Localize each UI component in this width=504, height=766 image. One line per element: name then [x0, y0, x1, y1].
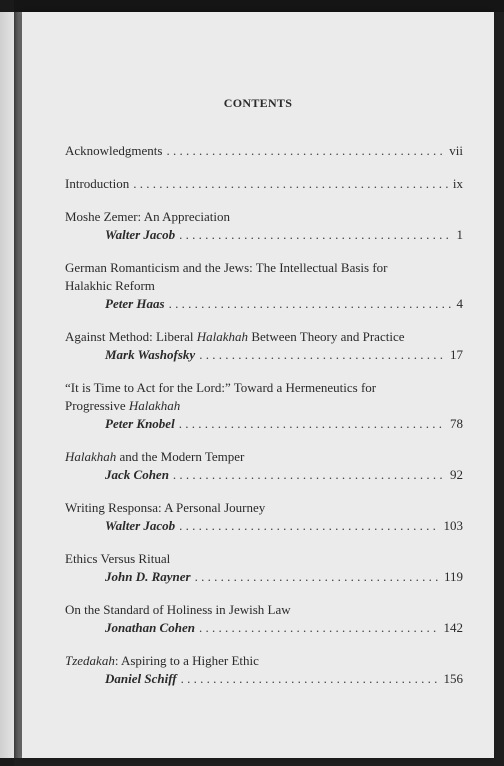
toc-entry-time-to-act[interactable] [65, 379, 463, 433]
page-number: 78 [450, 416, 463, 431]
entry-author: Daniel Schiff [105, 671, 177, 686]
dot-leader [133, 175, 449, 193]
entry-title: Ethics Versus Ritual [65, 551, 171, 566]
title-text: Between Theory and Practice [248, 329, 405, 344]
page-number: 1 [456, 227, 463, 242]
dot-leader [181, 670, 440, 688]
book-page [22, 12, 494, 758]
toc-entry-against-method[interactable] [65, 328, 463, 364]
entry-author: Jonathan Cohen [105, 620, 195, 635]
page-number: 142 [443, 620, 463, 635]
page-number: ix [452, 176, 463, 191]
dot-leader [179, 226, 452, 244]
entry-author: Peter Knobel [105, 416, 175, 431]
page-number: vii [449, 143, 463, 158]
entry-title: Acknowledgments [65, 143, 163, 158]
title-italic-text: Tzedakah [65, 653, 115, 668]
spine-shadow [14, 12, 22, 758]
page-number: 4 [456, 296, 463, 311]
toc-entry-writing-responsa[interactable] [65, 499, 463, 535]
entry-author: Mark Washofsky [105, 347, 196, 362]
toc-entry-introduction[interactable] [65, 175, 463, 193]
entry-author: Peter Haas [105, 296, 165, 311]
toc-entry-ethics-versus-ritual[interactable] [65, 550, 463, 586]
toc-entry-standard-of-holiness[interactable] [65, 601, 463, 637]
dot-leader [166, 142, 445, 160]
dot-leader [179, 517, 439, 535]
contents-heading: CONTENTS [223, 96, 293, 110]
dot-leader [195, 568, 440, 586]
entry-title: Introduction [65, 176, 130, 191]
title-text: : Aspiring to a Higher Ethic [114, 653, 259, 668]
toc-entry-german-romanticism[interactable] [65, 259, 463, 313]
page-number: 17 [450, 347, 463, 362]
toc-entry-tzedakah[interactable] [65, 652, 463, 688]
title-italic-text: Halakhah [65, 449, 117, 464]
entry-author: John D. Rayner [105, 569, 191, 584]
entry-author: Jack Cohen [105, 467, 169, 482]
entry-title [65, 652, 463, 670]
entry-author: Walter Jacob [105, 518, 176, 533]
title-text: Against Method: Liberal [65, 329, 197, 344]
dot-leader [179, 415, 446, 433]
entry-title [65, 328, 463, 346]
entry-title [65, 448, 463, 466]
entry-title-line-1: “It is Time to Act for the Lord:” Toward a Hermeneutics for [65, 380, 377, 395]
entry-title: Writing Responsa: A Personal Journey [65, 500, 266, 515]
toc-entry-acknowledgments[interactable] [65, 142, 463, 160]
scan-border-top [0, 0, 504, 12]
title-text: and the Modern Temper [116, 449, 245, 464]
title-italic-text: Halakhah [196, 329, 249, 344]
page-number: 119 [443, 569, 463, 584]
title-italic-text: Halakhah [128, 398, 181, 413]
page-number: 103 [443, 518, 463, 533]
previous-page-edge [0, 12, 14, 758]
title-text: Progressive [65, 398, 129, 413]
toc-entry-moshe-zemer[interactable] [65, 208, 463, 244]
entry-title: Moshe Zemer: An Appreciation [65, 209, 230, 224]
entry-title-line-2: Halakhic Reform [65, 278, 155, 293]
entry-title-line-2 [65, 397, 463, 415]
dot-leader [173, 466, 446, 484]
dot-leader [169, 295, 453, 313]
page-number: 92 [450, 467, 463, 482]
entry-title-line-1: German Romanticism and the Jews: The Intellectual Basis for [65, 260, 388, 275]
entry-author: Walter Jacob [105, 227, 176, 242]
page-number: 156 [443, 671, 463, 686]
dot-leader [199, 619, 440, 637]
toc-entry-modern-temper[interactable] [65, 448, 463, 484]
table-of-contents [65, 142, 463, 703]
entry-title: On the Standard of Holiness in Jewish Law [65, 602, 291, 617]
dot-leader [199, 346, 446, 364]
